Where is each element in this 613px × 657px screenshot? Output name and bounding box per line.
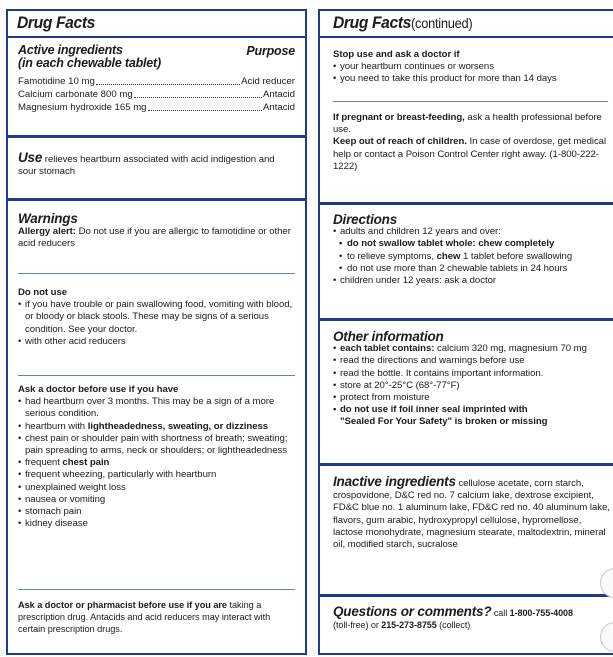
directions-section: [320, 214, 613, 287]
list-item: • do not swallow tablet whole: chew completely: [333, 238, 608, 250]
list-item: • to relieve symptoms, chew 1 tablet before swallowing: [333, 251, 608, 263]
list-item: • do not use if foil inner seal imprinted with: [333, 404, 613, 416]
list-item: • read the directions and warnings before use: [333, 355, 613, 367]
keep-out-of-reach-label: Keep out of reach of children.: [333, 136, 467, 148]
ask-pharmacist-text: taking a prescription drug. Antacids and acid reducers may interact with certain prescription drugs.: [18, 600, 271, 634]
list-item: • frequent wheezing, particularly with heartburn: [18, 469, 295, 481]
inactive-ingredients-heading: Inactive ingredients: [333, 474, 456, 489]
do-not-use-section: [8, 287, 305, 348]
list-item: • read the bottle. It contains important information.: [333, 368, 613, 380]
do-not-use-label: Do not use: [18, 287, 68, 298]
warnings-heading: Warnings: [18, 211, 78, 226]
active-ingredients-heading: Active ingredients: [18, 43, 123, 57]
ask-doctor-section: [8, 384, 305, 530]
ask-pharmacist-label: Ask a doctor or pharmacist before use if you are: [18, 600, 227, 610]
list-item: • each tablet contains: calcium 320 mg, magnesium 70 mg: [333, 343, 613, 355]
questions-heading: Questions or comments?: [333, 604, 492, 619]
list-item: • with other acid reducers: [18, 336, 295, 348]
use-heading: Use: [18, 150, 43, 165]
list-item: • unexplained weight loss: [18, 482, 295, 494]
list-item: • nausea or vomiting: [18, 494, 295, 506]
list-item: • had heartburn over 3 months. This may be a sign of a more serious condition.: [18, 396, 295, 420]
list-item: • adults and children 12 years and over:: [333, 226, 608, 238]
ingredient-row: Calcium carbonate 800 mg Antacid: [18, 89, 295, 100]
panel-title: Drug Facts: [17, 13, 96, 32]
active-ingredients-section: [8, 44, 305, 114]
other-information-heading: Other information: [333, 329, 444, 344]
phone-number: 215-273-8755: [381, 620, 437, 630]
list-item: • stomach pain: [18, 506, 295, 518]
pregnancy-label: If pregnant or breast-feeding,: [333, 112, 465, 123]
drug-facts-right-panel: [318, 9, 613, 655]
list-item: • do not use more than 2 chewable tablets in 24 hours: [333, 263, 608, 275]
continued-label: (continued): [411, 15, 473, 31]
other-information-section: [320, 331, 613, 429]
list-item: • your heartburn continues or worsens: [333, 61, 608, 73]
directions-heading: Directions: [333, 212, 398, 227]
list-item: • you need to take this product for more than 14 days: [333, 73, 608, 85]
list-item: • chest pain or shoulder pain with shortness of breath; sweating; pain spreading to arms, neck or shoulders; or lightheadedness: [18, 433, 295, 457]
drug-facts-left-panel: [6, 9, 307, 655]
use-text: relieves heartburn associated with acid indigestion and sour stomach: [18, 154, 275, 178]
ingredient-row: Famotidine 10 mg Acid reducer: [18, 76, 295, 87]
list-item: • if you have trouble or pain swallowing food, vomiting with blood, or bloody or black stools. These may be signs of a serious condition. See your doctor.: [18, 299, 295, 336]
list-item: • protect from moisture: [333, 392, 613, 404]
phone-number: 1-800-755-4008: [509, 608, 573, 618]
panel-title: Drug Facts(continued): [333, 13, 473, 32]
ask-doctor-label: Ask a doctor before use if you have: [18, 384, 179, 395]
active-ingredients-subheading: (in each chewable tablet): [18, 56, 161, 70]
allergy-alert-text: Do not use if you are allergic to famotidine or other acid reducers: [18, 226, 291, 250]
list-item: • store at 20°-25°C (68°-77°F): [333, 380, 613, 392]
ingredient-row: Magnesium hydroxide 165 mg Antacid: [18, 102, 295, 113]
stop-use-section: [320, 49, 613, 86]
questions-section: Questions or comments? call 1-800-755-4008 (toll-free) or 215-273-8755 (collect): [333, 604, 573, 630]
list-item: • kidney disease: [18, 518, 295, 530]
list-item: • frequent chest pain: [18, 457, 295, 469]
list-item: • children under 12 years: ask a doctor: [333, 275, 608, 287]
use-section: [8, 152, 305, 178]
purpose-heading: Purpose: [246, 44, 295, 58]
inactive-ingredients-text: cellulose acetate, corn starch, crospovidone, D&C red no. 7 calcium lake, dextrose excipient, FD&C blue no. 1 aluminum lake, FD&C red no. 40 aluminum lake, flavors, gum arabic, hydroxypropyl cellulose, hypromellose, lactose monohydrate, magnesium stearate, maltodextrin, mineral oil, modified starch, sucralose: [333, 478, 610, 551]
allergy-alert-label: Allergy alert:: [18, 226, 76, 237]
warnings-section: [8, 211, 305, 250]
seal-line-2: "Sealed For Your Safety" is broken or missing: [340, 416, 548, 428]
stop-use-label: Stop use and ask a doctor if: [333, 49, 460, 60]
pregnancy-section: If pregnant or breast-feeding, ask a health professional before use. Keep out of reach of children. In case of overdose, get medical help or contact a Poison Control Center right away. (1-800-222-1222): [333, 112, 607, 172]
list-item: • heartburn with lightheadedness, sweating, or dizziness: [18, 421, 295, 433]
ask-pharmacist-section: [8, 599, 305, 635]
inactive-ingredients-section: [320, 476, 613, 551]
